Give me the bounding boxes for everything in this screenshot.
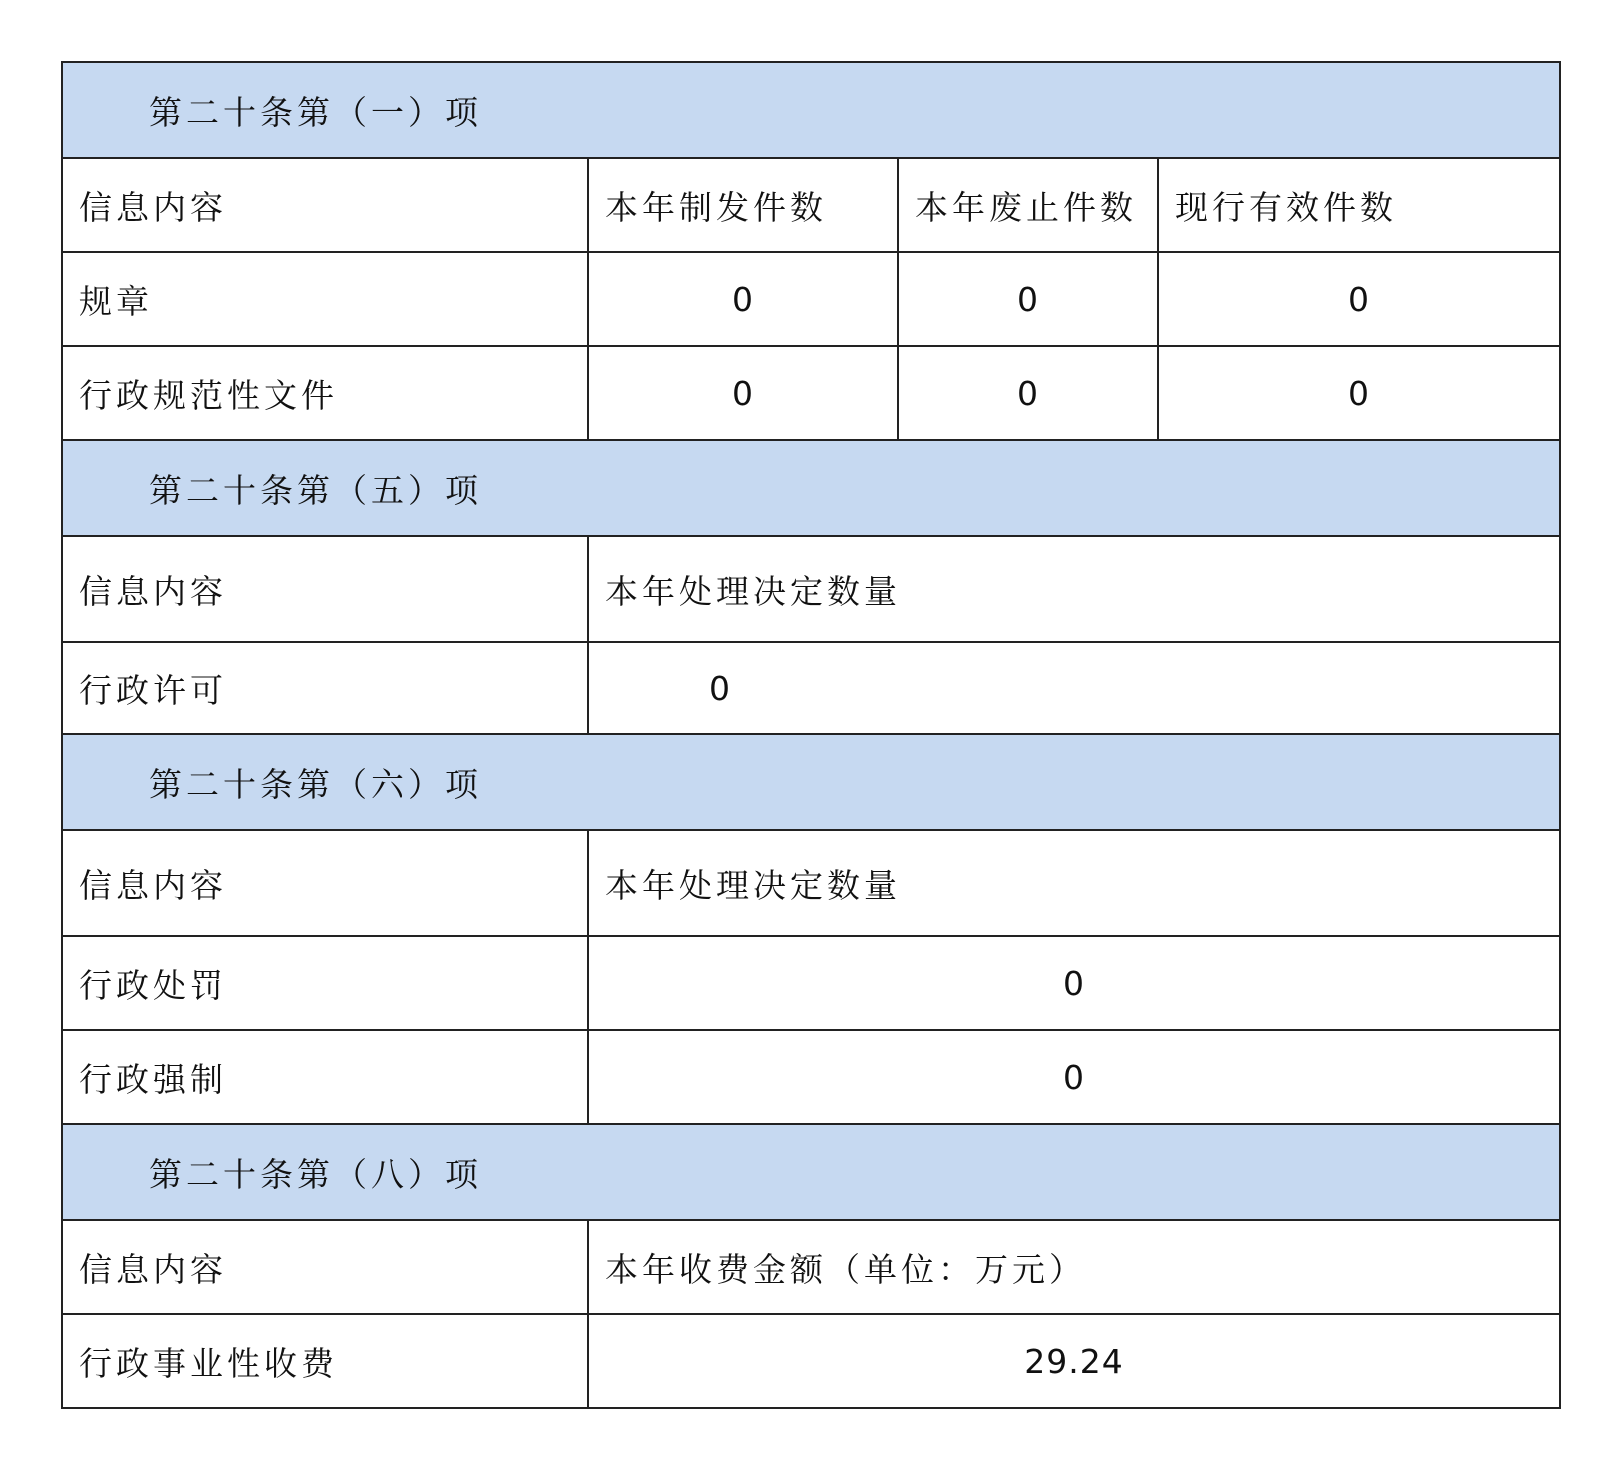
section-title: 第二十条第（一）项 — [62, 62, 1560, 158]
section-header-row — [62, 440, 1560, 536]
column-header-row — [62, 1220, 1560, 1314]
cell-value: 0 — [588, 252, 898, 346]
table-row — [62, 642, 1560, 734]
cell-value: 0 — [588, 346, 898, 440]
row-label: 行政事业性收费 — [62, 1314, 588, 1408]
column-header: 现行有效件数 — [1158, 158, 1560, 252]
table-row — [62, 346, 1560, 440]
section-title: 第二十条第（五）项 — [62, 440, 1560, 536]
cell-value: 0 — [1158, 346, 1560, 440]
table-row — [62, 252, 1560, 346]
table-row — [62, 1030, 1560, 1124]
column-header: 本年收费金额（单位：万元） — [588, 1220, 1560, 1314]
cell-value: 29.24 — [588, 1314, 1560, 1408]
table-row — [62, 1314, 1560, 1408]
section-header-row — [62, 1124, 1560, 1220]
column-header: 信息内容 — [62, 536, 588, 642]
column-header: 本年处理决定数量 — [588, 536, 1560, 642]
column-header-row — [62, 830, 1560, 936]
row-label: 行政规范性文件 — [62, 346, 588, 440]
row-label: 行政强制 — [62, 1030, 588, 1124]
column-header: 本年废止件数 — [898, 158, 1158, 252]
column-header: 本年处理决定数量 — [588, 830, 1560, 936]
row-label: 行政许可 — [62, 642, 588, 734]
section-header-row — [62, 734, 1560, 830]
cell-value: 0 — [898, 346, 1158, 440]
section-title: 第二十条第（六）项 — [62, 734, 1560, 830]
row-label: 行政处罚 — [62, 936, 588, 1030]
section-title: 第二十条第（八）项 — [62, 1124, 1560, 1220]
disclosure-table — [61, 61, 1561, 1409]
cell-value: 0 — [588, 936, 1560, 1030]
column-header: 信息内容 — [62, 158, 588, 252]
cell-value: 0 — [898, 252, 1158, 346]
column-header: 本年制发件数 — [588, 158, 898, 252]
cell-value: 0 — [1158, 252, 1560, 346]
cell-value: 0 — [588, 642, 1560, 734]
column-header-row — [62, 536, 1560, 642]
column-header: 信息内容 — [62, 830, 588, 936]
row-label: 规章 — [62, 252, 588, 346]
column-header: 信息内容 — [62, 1220, 588, 1314]
section-header-row — [62, 62, 1560, 158]
column-header-row — [62, 158, 1560, 252]
cell-value: 0 — [588, 1030, 1560, 1124]
table-row — [62, 936, 1560, 1030]
